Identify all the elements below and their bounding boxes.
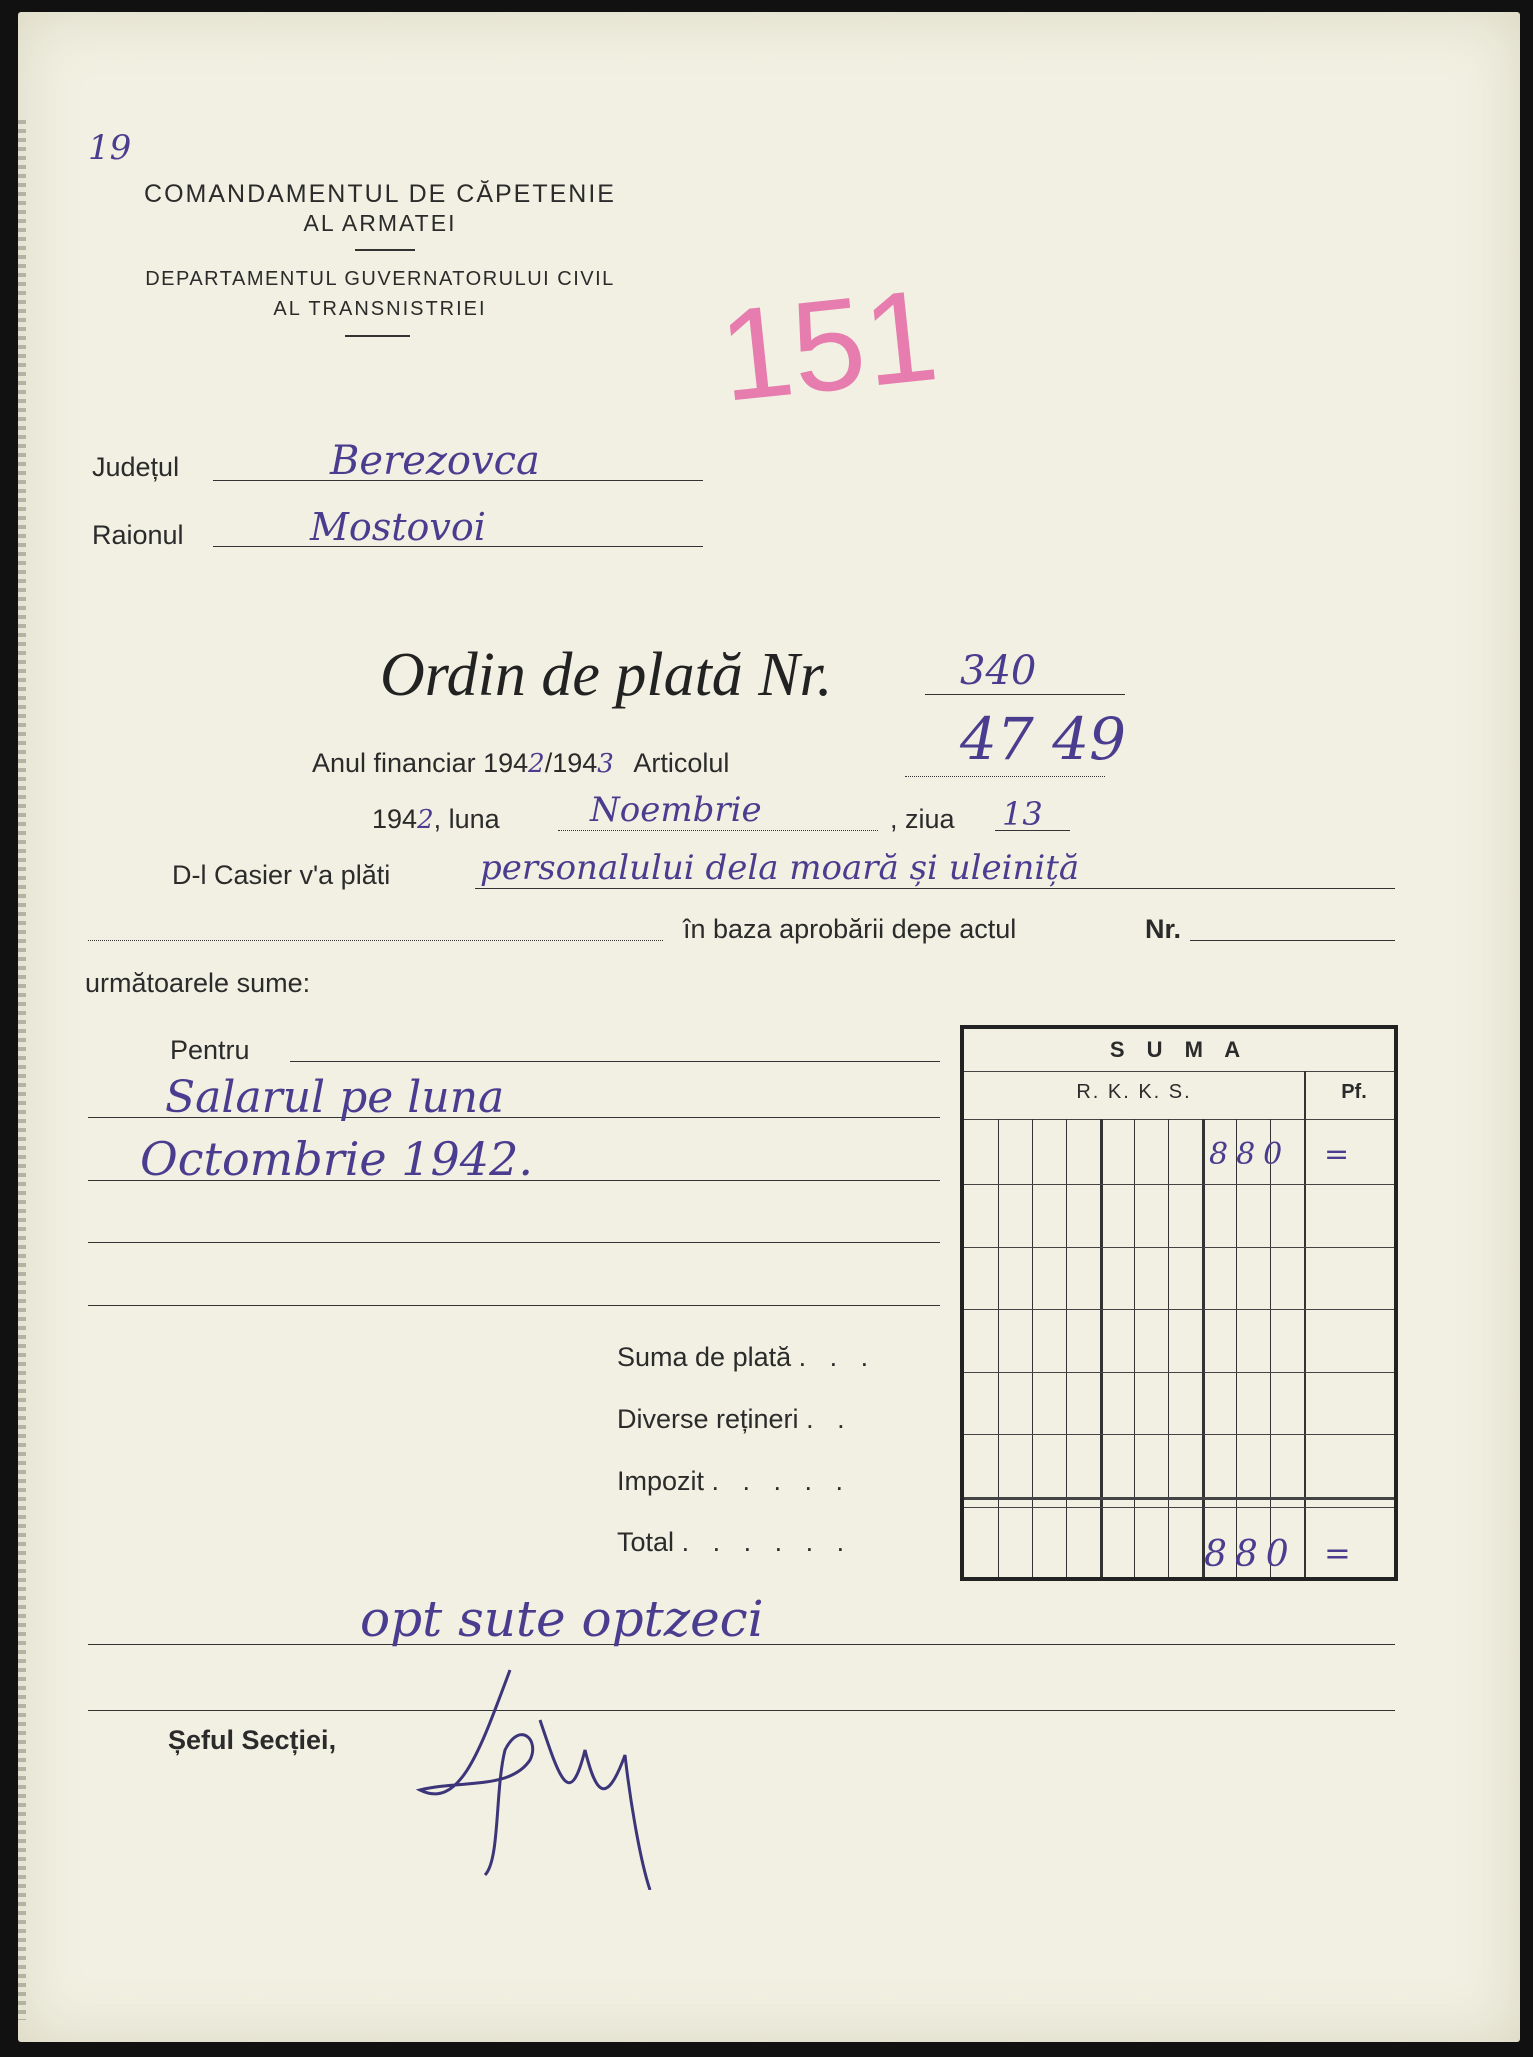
suma-total-value: 880: [1204, 1534, 1297, 1575]
impozit-label: Impozit . . . . .: [617, 1466, 852, 1496]
total-text: Total: [617, 1527, 675, 1557]
casier-value: personalului dela moară și uleiniță: [480, 848, 1080, 888]
suma-total-dash: =: [1324, 1534, 1351, 1572]
page-title: Ordin de plată Nr.: [380, 641, 833, 709]
articolul-line: [905, 776, 1105, 777]
suma-col-2: [1032, 1119, 1033, 1577]
suma-col-8: [1236, 1119, 1237, 1577]
impozit-text: Impozit: [617, 1466, 705, 1496]
luna-value: Noembrie: [590, 790, 762, 830]
suma-header: S U M A: [1109, 1037, 1249, 1062]
suma-col-7: [1202, 1119, 1205, 1577]
suma-row-6: [964, 1497, 1394, 1500]
suma-row-7: [964, 1507, 1394, 1508]
casier-label: D-l Casier v'a plăti: [172, 860, 391, 890]
order-number: 340: [960, 648, 1037, 694]
diverse-retineri-label: Diverse rețineri . .: [617, 1404, 853, 1434]
suma-row-2: [964, 1247, 1394, 1248]
casier-line: [475, 888, 1395, 889]
suma-row-4: [964, 1372, 1394, 1373]
signature: [400, 1660, 680, 1890]
articolul-label: Articolul: [633, 748, 730, 778]
raionul-label: Raionul: [92, 520, 184, 550]
total-label: Total . . . . . .: [617, 1527, 853, 1557]
suma-col-6: [1168, 1119, 1169, 1577]
suma-table: [960, 1025, 1398, 1581]
suma-de-plata-label: Suma de plată . . .: [617, 1342, 877, 1372]
suma-sub-right: Pf.: [1341, 1081, 1367, 1103]
actul-nr-line: [1190, 940, 1395, 941]
sef-sectiei-label: Șeful Secției,: [168, 1725, 337, 1755]
suma-row-5: [964, 1434, 1394, 1435]
suma-col-5: [1134, 1119, 1135, 1577]
org-line-2: AL ARMATEI: [303, 210, 457, 236]
judetul-value: Berezovca: [330, 438, 540, 484]
pentru-line-0: [290, 1061, 940, 1062]
raionul-value: Mostovoi: [310, 505, 486, 549]
fiscal-year-label: Anul financiar 194: [312, 748, 529, 778]
articolul-value: 47 49: [960, 705, 1127, 773]
amount-in-words: opt sute optzeci: [360, 1590, 764, 1648]
pentru-line-3: [88, 1242, 940, 1243]
fiscal-year-digit-1: 2: [528, 749, 545, 779]
org-line-1: COMANDAMENTUL DE CĂPETENIE: [144, 180, 616, 208]
judetul-label: Județul: [92, 452, 180, 482]
ziua-label: , ziua: [890, 804, 955, 834]
diverse-retineri-text: Diverse rețineri: [617, 1404, 799, 1434]
date-line: [372, 804, 500, 835]
dept-line-1: DEPARTAMENTUL GUVERNATORULUI CIVIL: [145, 268, 615, 290]
suma-row-1: [964, 1184, 1394, 1185]
pentru-text-2: Octombrie 1942.: [140, 1132, 533, 1186]
pentru-label: Pentru: [170, 1035, 250, 1065]
year-prefix: 194: [372, 804, 418, 834]
suma-col-4: [1100, 1119, 1103, 1577]
suma-col-9: [1270, 1119, 1271, 1577]
suma-pf-divider: [1304, 1071, 1306, 1577]
perforated-edge: [18, 120, 26, 2020]
fiscal-year-sep: /194: [544, 748, 598, 778]
baza-label: în baza aprobării depe actul: [683, 914, 1017, 944]
suma-de-plata-text: Suma de plată: [617, 1342, 792, 1372]
order-number-line: [925, 694, 1125, 695]
fiscal-year-line: [312, 748, 729, 779]
year-digit: 2: [417, 805, 434, 835]
suma-header-rule: [964, 1071, 1394, 1072]
suma-col-1: [998, 1119, 999, 1577]
luna-line: [558, 830, 878, 831]
fiscal-year-digit-2: 3: [597, 749, 614, 779]
amount-words-line-2: [88, 1710, 1395, 1711]
pentru-text-1: Salarul pe luna: [165, 1072, 505, 1123]
baza-blank-line: [88, 940, 663, 941]
suma-col-3: [1066, 1119, 1067, 1577]
urmatoarele-label: următoarele sume:: [85, 968, 311, 998]
header-divider-1: [355, 249, 415, 251]
suma-row1-value: 880: [1209, 1137, 1291, 1172]
suma-subheader-rule: [964, 1119, 1394, 1120]
dept-line-2: AL TRANSNISTRIEI: [273, 298, 487, 320]
pentru-line-4: [88, 1305, 940, 1306]
nr-label: Nr.: [1145, 914, 1182, 944]
ziua-value: 13: [1002, 795, 1043, 833]
suma-row1-dash: =: [1324, 1137, 1350, 1172]
stamp-number: 151: [712, 261, 944, 429]
header-divider-2: [345, 335, 410, 337]
suma-row-3: [964, 1309, 1394, 1310]
handwritten-page-number: 19: [88, 128, 132, 168]
luna-label: , luna: [433, 804, 500, 834]
suma-sub-left: R. K. K. S.: [1076, 1081, 1192, 1103]
